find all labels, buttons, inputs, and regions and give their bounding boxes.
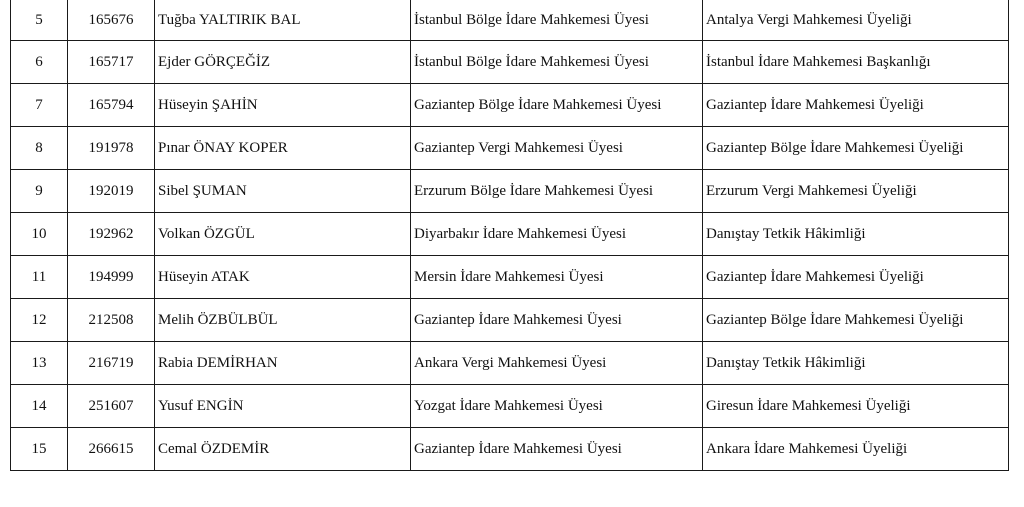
registry-number-cell: 216719 bbox=[68, 342, 155, 385]
current-post-cell: Mersin İdare Mahkemesi Üyesi bbox=[411, 256, 703, 299]
person-name-cell: Cemal ÖZDEMİR bbox=[155, 428, 411, 471]
person-name-cell: Sibel ŞUMAN bbox=[155, 170, 411, 213]
registry-number-cell: 165717 bbox=[68, 41, 155, 84]
table-body bbox=[11, 0, 1009, 471]
new-post-cell: Antalya Vergi Mahkemesi Üyeliği bbox=[703, 0, 1009, 41]
table-row bbox=[11, 127, 1009, 170]
current-post-cell: Gaziantep Vergi Mahkemesi Üyesi bbox=[411, 127, 703, 170]
new-post-cell: Gaziantep İdare Mahkemesi Üyeliği bbox=[703, 256, 1009, 299]
table-row bbox=[11, 0, 1009, 41]
table-row bbox=[11, 385, 1009, 428]
row-number-cell: 5 bbox=[11, 0, 68, 41]
table-row bbox=[11, 428, 1009, 471]
table-row bbox=[11, 299, 1009, 342]
document-page bbox=[10, 0, 1008, 500]
row-number-cell: 10 bbox=[11, 213, 68, 256]
new-post-cell: İstanbul İdare Mahkemesi Başkanlığı bbox=[703, 41, 1009, 84]
row-number-cell: 8 bbox=[11, 127, 68, 170]
table-row bbox=[11, 170, 1009, 213]
current-post-cell: İstanbul Bölge İdare Mahkemesi Üyesi bbox=[411, 0, 703, 41]
row-number-cell: 9 bbox=[11, 170, 68, 213]
registry-number-cell: 212508 bbox=[68, 299, 155, 342]
registry-number-cell: 165794 bbox=[68, 84, 155, 127]
person-name-cell: Ejder GÖRÇEĞİZ bbox=[155, 41, 411, 84]
row-number-cell: 14 bbox=[11, 385, 68, 428]
registry-number-cell: 191978 bbox=[68, 127, 155, 170]
current-post-cell: Yozgat İdare Mahkemesi Üyesi bbox=[411, 385, 703, 428]
registry-number-cell: 266615 bbox=[68, 428, 155, 471]
current-post-cell: Diyarbakır İdare Mahkemesi Üyesi bbox=[411, 213, 703, 256]
person-name-cell: Hüseyin ATAK bbox=[155, 256, 411, 299]
person-name-cell: Tuğba YALTIRIK BAL bbox=[155, 0, 411, 41]
row-number-cell: 15 bbox=[11, 428, 68, 471]
new-post-cell: Gaziantep Bölge İdare Mahkemesi Üyeliği bbox=[703, 127, 1009, 170]
table-row bbox=[11, 41, 1009, 84]
registry-number-cell: 192019 bbox=[68, 170, 155, 213]
person-name-cell: Hüseyin ŞAHİN bbox=[155, 84, 411, 127]
person-name-cell: Rabia DEMİRHAN bbox=[155, 342, 411, 385]
current-post-cell: İstanbul Bölge İdare Mahkemesi Üyesi bbox=[411, 41, 703, 84]
registry-number-cell: 165676 bbox=[68, 0, 155, 41]
new-post-cell: Danıştay Tetkik Hâkimliği bbox=[703, 213, 1009, 256]
row-number-cell: 13 bbox=[11, 342, 68, 385]
current-post-cell: Gaziantep Bölge İdare Mahkemesi Üyesi bbox=[411, 84, 703, 127]
registry-number-cell: 194999 bbox=[68, 256, 155, 299]
person-name-cell: Volkan ÖZGÜL bbox=[155, 213, 411, 256]
row-number-cell: 6 bbox=[11, 41, 68, 84]
registry-number-cell: 251607 bbox=[68, 385, 155, 428]
row-number-cell: 12 bbox=[11, 299, 68, 342]
person-name-cell: Yusuf ENGİN bbox=[155, 385, 411, 428]
current-post-cell: Gaziantep İdare Mahkemesi Üyesi bbox=[411, 428, 703, 471]
current-post-cell: Erzurum Bölge İdare Mahkemesi Üyesi bbox=[411, 170, 703, 213]
new-post-cell: Gaziantep Bölge İdare Mahkemesi Üyeliği bbox=[703, 299, 1009, 342]
person-name-cell: Pınar ÖNAY KOPER bbox=[155, 127, 411, 170]
current-post-cell: Gaziantep İdare Mahkemesi Üyesi bbox=[411, 299, 703, 342]
row-number-cell: 11 bbox=[11, 256, 68, 299]
person-name-cell: Melih ÖZBÜLBÜL bbox=[155, 299, 411, 342]
new-post-cell: Ankara İdare Mahkemesi Üyeliği bbox=[703, 428, 1009, 471]
current-post-cell: Ankara Vergi Mahkemesi Üyesi bbox=[411, 342, 703, 385]
table-row bbox=[11, 256, 1009, 299]
registry-number-cell: 192962 bbox=[68, 213, 155, 256]
table-row bbox=[11, 84, 1009, 127]
row-number-cell: 7 bbox=[11, 84, 68, 127]
new-post-cell: Gaziantep İdare Mahkemesi Üyeliği bbox=[703, 84, 1009, 127]
new-post-cell: Erzurum Vergi Mahkemesi Üyeliği bbox=[703, 170, 1009, 213]
appointment-table bbox=[10, 0, 1009, 471]
new-post-cell: Danıştay Tetkik Hâkimliği bbox=[703, 342, 1009, 385]
table-row bbox=[11, 213, 1009, 256]
new-post-cell: Giresun İdare Mahkemesi Üyeliği bbox=[703, 385, 1009, 428]
table-row bbox=[11, 342, 1009, 385]
